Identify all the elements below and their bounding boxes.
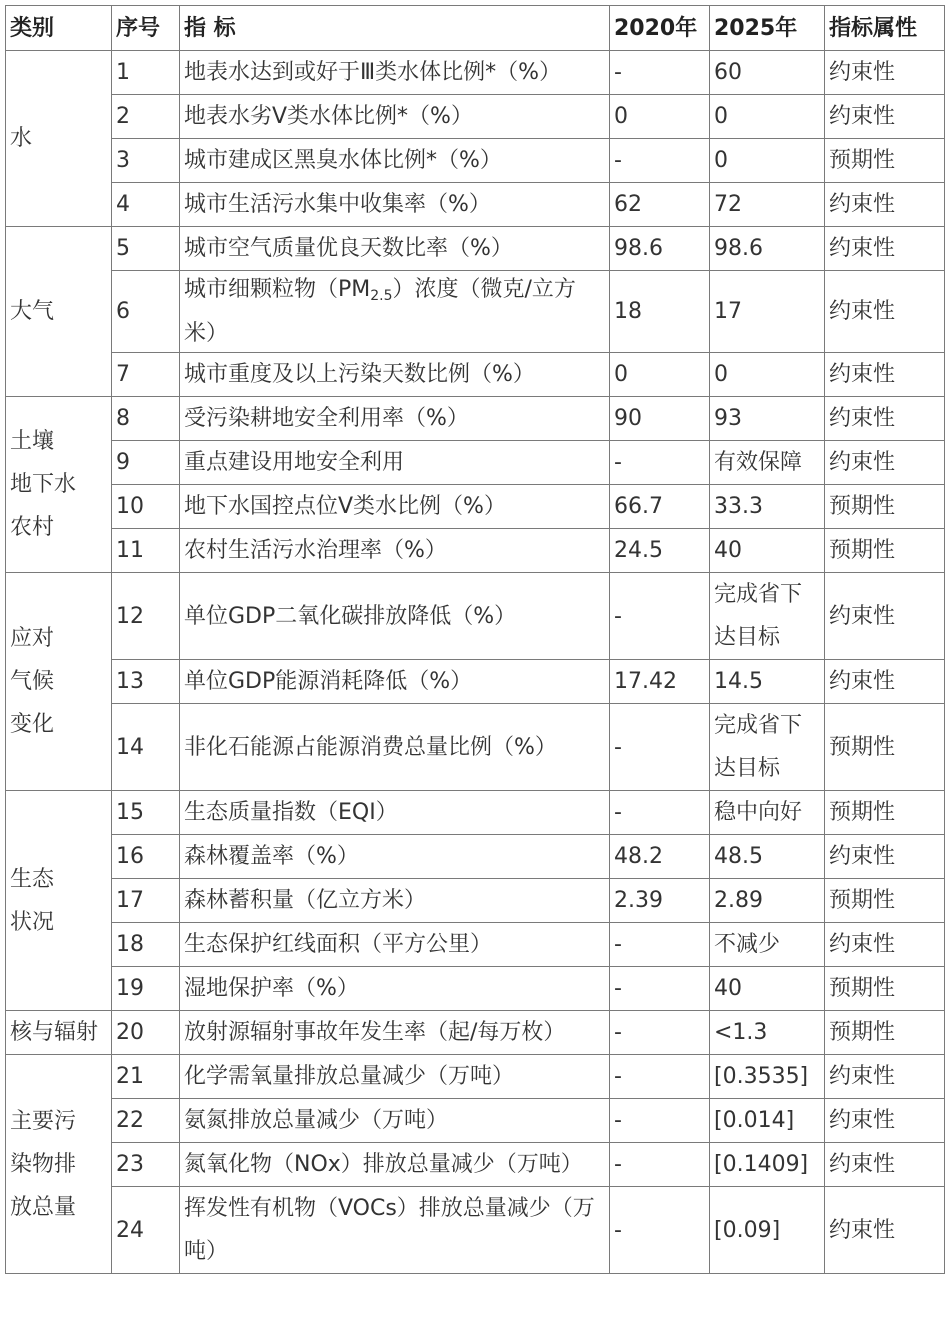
cell-indicator: 放射源辐射事故年发生率（起/每万枚） — [180, 1011, 610, 1055]
category-soil — [6, 397, 112, 573]
table-row — [6, 967, 945, 1011]
table-row — [6, 1011, 945, 1055]
cell-attribute: 约束性 — [825, 183, 945, 227]
cell-seq: 22 — [112, 1099, 180, 1143]
cell-indicator: 生态保护红线面积（平方公里） — [180, 923, 610, 967]
cell-attribute: 约束性 — [825, 1187, 945, 1274]
cell-indicator — [180, 271, 610, 353]
cell-attribute: 预期性 — [825, 139, 945, 183]
cell-attribute: 预期性 — [825, 485, 945, 529]
cell-attribute: 预期性 — [825, 1011, 945, 1055]
category-climate — [6, 573, 112, 791]
cell-seq: 3 — [112, 139, 180, 183]
cell-2020: - — [610, 51, 710, 95]
table-row — [6, 791, 945, 835]
cell-seq: 6 — [112, 271, 180, 353]
cell-2025: 完成省下达目标 — [710, 573, 825, 660]
cell-2025: 不减少 — [710, 923, 825, 967]
cell-2020: 90 — [610, 397, 710, 441]
table-row — [6, 529, 945, 573]
category-line: 变化 — [10, 712, 55, 737]
category-line: 染物排 — [10, 1151, 77, 1177]
table-row — [6, 1187, 945, 1274]
cell-seq: 15 — [112, 791, 180, 835]
cell-seq: 17 — [112, 879, 180, 923]
table-row — [6, 227, 945, 271]
table-row — [6, 353, 945, 397]
cell-2025: 33.3 — [710, 485, 825, 529]
cell-2020: 66.7 — [610, 485, 710, 529]
cell-seq: 13 — [112, 660, 180, 704]
cell-indicator: 氨氮排放总量减少（万吨） — [180, 1099, 610, 1143]
cell-2020: 17.42 — [610, 660, 710, 704]
cell-seq: 5 — [112, 227, 180, 271]
table-row — [6, 139, 945, 183]
cell-seq: 1 — [112, 51, 180, 95]
cell-indicator: 氮氧化物（NOx）排放总量减少（万吨） — [180, 1143, 610, 1187]
cell-2020: - — [610, 441, 710, 485]
cell-seq: 21 — [112, 1055, 180, 1099]
cell-attribute: 约束性 — [825, 1055, 945, 1099]
cell-2020: - — [610, 1011, 710, 1055]
category-line: 地下水 — [10, 472, 77, 497]
cell-2025: 40 — [710, 529, 825, 573]
cell-2025: <1.3 — [710, 1011, 825, 1055]
cell-attribute: 预期性 — [825, 529, 945, 573]
cell-2025: 0 — [710, 353, 825, 397]
table-row — [6, 1143, 945, 1187]
cell-seq: 19 — [112, 967, 180, 1011]
cell-2020: - — [610, 967, 710, 1011]
cell-2020: - — [610, 1143, 710, 1187]
cell-attribute: 预期性 — [825, 704, 945, 791]
cell-2020: 98.6 — [610, 227, 710, 271]
cell-2020: - — [610, 791, 710, 835]
cell-seq: 12 — [112, 573, 180, 660]
category-water: 水 — [6, 51, 112, 227]
indicator-text-b: ）浓度（微克/立方米） — [184, 277, 576, 346]
cell-seq: 23 — [112, 1143, 180, 1187]
cell-indicator: 非化石能源占能源消费总量比例（%） — [180, 704, 610, 791]
cell-2020: 0 — [610, 353, 710, 397]
category-line: 农村 — [10, 515, 55, 540]
cell-attribute: 约束性 — [825, 835, 945, 879]
table-row — [6, 835, 945, 879]
subscript-text: 2.5 — [370, 288, 393, 304]
cell-2025: 48.5 — [710, 835, 825, 879]
table-row — [6, 441, 945, 485]
category-line: 应对 — [10, 626, 55, 651]
header-seq: 序号 — [112, 6, 180, 51]
cell-2020: - — [610, 1055, 710, 1099]
cell-indicator: 地下水国控点位V类水比例（%） — [180, 485, 610, 529]
table-row — [6, 271, 945, 353]
cell-2020: - — [610, 923, 710, 967]
cell-seq: 10 — [112, 485, 180, 529]
header-2020: 2020年 — [610, 6, 710, 51]
cell-seq: 20 — [112, 1011, 180, 1055]
category-line: 生态 — [10, 866, 55, 892]
cell-2025: [0.09] — [710, 1187, 825, 1274]
cell-2020: 48.2 — [610, 835, 710, 879]
cell-indicator: 单位GDP能源消耗降低（%） — [180, 660, 610, 704]
cell-attribute: 约束性 — [825, 1143, 945, 1187]
category-line: 主要污 — [10, 1108, 77, 1134]
cell-attribute: 约束性 — [825, 573, 945, 660]
cell-attribute: 约束性 — [825, 1099, 945, 1143]
cell-2020: - — [610, 573, 710, 660]
cell-indicator: 城市生活污水集中收集率（%） — [180, 183, 610, 227]
cell-indicator: 森林蓄积量（亿立方米） — [180, 879, 610, 923]
cell-attribute: 约束性 — [825, 51, 945, 95]
cell-2025: [0.014] — [710, 1099, 825, 1143]
cell-2025: 60 — [710, 51, 825, 95]
header-row — [6, 6, 945, 51]
cell-2025: 98.6 — [710, 227, 825, 271]
cell-2020: 0 — [610, 95, 710, 139]
category-line: 气候 — [10, 669, 55, 694]
cell-2025: 稳中向好 — [710, 791, 825, 835]
cell-seq: 4 — [112, 183, 180, 227]
cell-attribute: 约束性 — [825, 95, 945, 139]
table-row — [6, 485, 945, 529]
cell-2025: 40 — [710, 967, 825, 1011]
table-row — [6, 51, 945, 95]
cell-2020: 18 — [610, 271, 710, 353]
cell-2020: 62 — [610, 183, 710, 227]
cell-2020: 2.39 — [610, 879, 710, 923]
cell-2025: 93 — [710, 397, 825, 441]
cell-attribute: 约束性 — [825, 923, 945, 967]
category-line: 放总量 — [10, 1194, 77, 1220]
cell-seq: 7 — [112, 353, 180, 397]
cell-seq: 16 — [112, 835, 180, 879]
cell-2020: - — [610, 704, 710, 791]
cell-attribute: 约束性 — [825, 353, 945, 397]
cell-indicator: 重点建设用地安全利用 — [180, 441, 610, 485]
header-2025: 2025年 — [710, 6, 825, 51]
cell-attribute: 约束性 — [825, 660, 945, 704]
cell-attribute: 约束性 — [825, 441, 945, 485]
cell-2020: - — [610, 1099, 710, 1143]
header-indicator: 指 标 — [180, 6, 610, 51]
cell-attribute: 预期性 — [825, 791, 945, 835]
category-nuclear: 核与辐射 — [6, 1011, 112, 1055]
cell-indicator: 受污染耕地安全利用率（%） — [180, 397, 610, 441]
cell-2020: 24.5 — [610, 529, 710, 573]
category-pollutants — [6, 1055, 112, 1274]
table-row — [6, 95, 945, 139]
cell-2025: 2.89 — [710, 879, 825, 923]
category-air: 大气 — [6, 227, 112, 397]
cell-seq: 18 — [112, 923, 180, 967]
cell-indicator: 化学需氧量排放总量减少（万吨） — [180, 1055, 610, 1099]
cell-indicator: 城市建成区黑臭水体比例*（%） — [180, 139, 610, 183]
table-row — [6, 397, 945, 441]
table-row — [6, 923, 945, 967]
table-row — [6, 1099, 945, 1143]
cell-seq: 9 — [112, 441, 180, 485]
table-row — [6, 183, 945, 227]
cell-indicator: 城市空气质量优良天数比率（%） — [180, 227, 610, 271]
cell-2020: - — [610, 139, 710, 183]
cell-attribute: 约束性 — [825, 227, 945, 271]
cell-indicator: 生态质量指数（EQI） — [180, 791, 610, 835]
cell-2020: - — [610, 1187, 710, 1274]
category-line: 土壤 — [10, 429, 55, 454]
cell-indicator: 挥发性有机物（VOCs）排放总量减少（万吨） — [180, 1187, 610, 1274]
header-attribute: 指标属性 — [825, 6, 945, 51]
cell-indicator: 地表水劣V类水体比例*（%） — [180, 95, 610, 139]
cell-indicator: 农村生活污水治理率（%） — [180, 529, 610, 573]
indicator-table — [5, 5, 945, 1274]
cell-seq: 2 — [112, 95, 180, 139]
cell-seq: 24 — [112, 1187, 180, 1274]
table-row — [6, 879, 945, 923]
cell-seq: 14 — [112, 704, 180, 791]
cell-indicator: 地表水达到或好于Ⅲ类水体比例*（%） — [180, 51, 610, 95]
table-row — [6, 1055, 945, 1099]
table-row — [6, 704, 945, 791]
indicator-text-a: 城市细颗粒物（PM — [184, 277, 371, 302]
cell-2025: [0.1409] — [710, 1143, 825, 1187]
cell-indicator: 单位GDP二氧化碳排放降低（%） — [180, 573, 610, 660]
cell-indicator: 森林覆盖率（%） — [180, 835, 610, 879]
category-line: 状况 — [10, 909, 55, 935]
cell-2025: 17 — [710, 271, 825, 353]
cell-seq: 8 — [112, 397, 180, 441]
cell-2025: 0 — [710, 95, 825, 139]
cell-attribute: 约束性 — [825, 271, 945, 353]
cell-attribute: 预期性 — [825, 967, 945, 1011]
cell-indicator: 城市重度及以上污染天数比例（%） — [180, 353, 610, 397]
cell-2025: 14.5 — [710, 660, 825, 704]
cell-2025: 完成省下达目标 — [710, 704, 825, 791]
header-category: 类别 — [6, 6, 112, 51]
cell-2025: 72 — [710, 183, 825, 227]
cell-2025: [0.3535] — [710, 1055, 825, 1099]
category-ecology — [6, 791, 112, 1011]
cell-indicator: 湿地保护率（%） — [180, 967, 610, 1011]
cell-2025: 有效保障 — [710, 441, 825, 485]
cell-attribute: 预期性 — [825, 879, 945, 923]
table-row — [6, 660, 945, 704]
cell-attribute: 约束性 — [825, 397, 945, 441]
cell-2025: 0 — [710, 139, 825, 183]
cell-seq: 11 — [112, 529, 180, 573]
table-row — [6, 573, 945, 660]
